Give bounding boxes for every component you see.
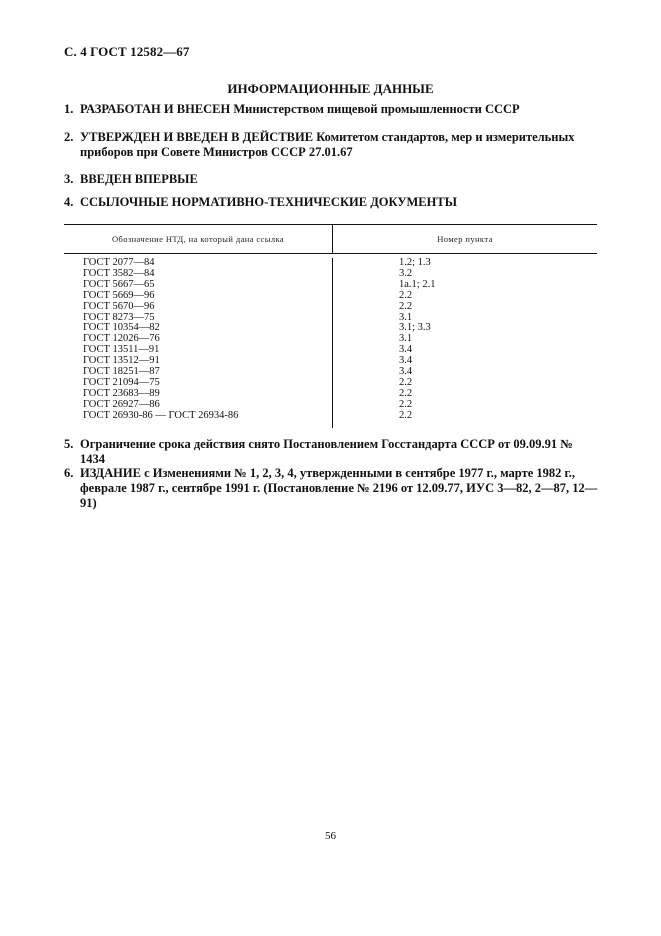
table-cell-clause: 3.4: [399, 366, 413, 378]
references-table: [64, 224, 597, 428]
table-cell-document: ГОСТ 5669—96: [83, 289, 155, 301]
item-text: [80, 130, 600, 160]
item-text: [80, 102, 600, 117]
table-cell-clause: 3.1; 3.3: [399, 322, 431, 334]
table-cell-document: ГОСТ 18251—87: [83, 366, 160, 378]
table-cell-clause: 2.2: [399, 409, 413, 421]
info-item-introduced: [64, 172, 600, 187]
item-rest: Ограничение срока действия снято Постановлением Госстандарта СССР от 09.09.91 № 1434: [80, 437, 573, 466]
table-cell-document: ГОСТ 2077—84: [83, 257, 155, 268]
page-number: 56: [325, 830, 336, 842]
item-number: 4.: [64, 195, 74, 209]
table-cell-clause: 2.2: [399, 376, 413, 388]
item-number: 1.: [64, 102, 74, 116]
item-text: [80, 466, 600, 511]
table-cell-document: ГОСТ 23683—89: [83, 387, 160, 399]
table-cell-clause: 1.2; 1.3: [399, 257, 431, 268]
table-cell-clause: 3.4: [399, 344, 413, 356]
table-cell-document: ГОСТ 5667—65: [83, 278, 155, 290]
item-number: 3.: [64, 172, 74, 186]
column-header-clause: Номер пункта: [437, 234, 493, 244]
table-cell-clause: 3.2: [399, 267, 413, 279]
item-lead: ССЫЛОЧНЫЕ НОРМАТИВНО-ТЕХНИЧЕСКИЕ ДОКУМЕНТЫ: [80, 195, 457, 209]
table-cell-clause: 2.2: [399, 300, 413, 312]
column-clause: [333, 258, 597, 428]
table-cell-document: ГОСТ 10354—82: [83, 322, 160, 334]
item-text: [80, 195, 600, 210]
table-header: [64, 225, 597, 254]
info-item-references: [64, 195, 600, 210]
item-number: 6.: [64, 466, 74, 480]
section-title: ИНФОРМАЦИОННЫЕ ДАННЫЕ: [227, 81, 434, 96]
info-item-validity: [64, 437, 600, 467]
item-text: [80, 172, 600, 187]
table-cell-clause: 3.1: [399, 311, 413, 323]
table-cell-clause: 2.2: [399, 398, 413, 410]
item-rest: Министерством пищевой промышленности СССР: [230, 102, 520, 116]
column-header-document: Обозначение НТД, на который дана ссылка: [64, 225, 333, 253]
table-cell-document: ГОСТ 13511—91: [83, 344, 160, 356]
table-cell-document: ГОСТ 3582—84: [83, 267, 155, 279]
table-cell-clause: 2.2: [399, 387, 413, 399]
table-cell-document: ГОСТ 12026—76: [83, 333, 160, 345]
table-cell-document: ГОСТ 5670—96: [83, 300, 155, 312]
item-lead: ИЗДАНИЕ: [80, 466, 141, 480]
column-document: [64, 258, 333, 428]
item-lead: РАЗРАБОТАН И ВНЕСЕН: [80, 102, 231, 116]
item-number: 2.: [64, 130, 74, 144]
table-cell-clause: 1а.1; 2.1: [399, 278, 436, 290]
item-lead: УТВЕРЖДЕН И ВВЕДЕН В ДЕЙСТВИЕ: [80, 130, 314, 144]
item-text: [80, 437, 600, 467]
page-header: С. 4 ГОСТ 12582—67: [64, 44, 190, 59]
table-cell-document: ГОСТ 13512—91: [83, 355, 160, 367]
item-rest: с Изменениями № 1, 2, 3, 4, утвержденными в сентябре 1977 г., марте 1982 г., феврале 1987 г., сентябре 1991 г. (Постановление № 2196 от 12.09.77, ИУС 3—82, 2—87, 12—91): [80, 466, 598, 510]
item-lead: ВВЕДЕН ВПЕРВЫЕ: [80, 172, 198, 186]
table-cell-document: ГОСТ 8273—75: [83, 311, 155, 323]
table-cell-clause: 2.2: [399, 289, 413, 301]
info-item-developed: [64, 102, 600, 117]
table-cell-document: ГОСТ 26927—86: [83, 398, 160, 410]
table-cell-clause: 3.1: [399, 333, 413, 345]
table-cell-document: ГОСТ 26930-86 — ГОСТ 26934-86: [83, 409, 239, 421]
table-cell-clause: 3.4: [399, 355, 413, 367]
info-item-approved: [64, 130, 600, 160]
table-body: [64, 254, 597, 428]
item-rest: Комитетом стандартов, мер и измерительных приборов при Совете Министров СССР 27.01.67: [80, 130, 575, 159]
item-number: 5.: [64, 437, 74, 451]
table-cell-document: ГОСТ 21094—75: [83, 376, 160, 388]
info-item-edition: [64, 466, 600, 511]
